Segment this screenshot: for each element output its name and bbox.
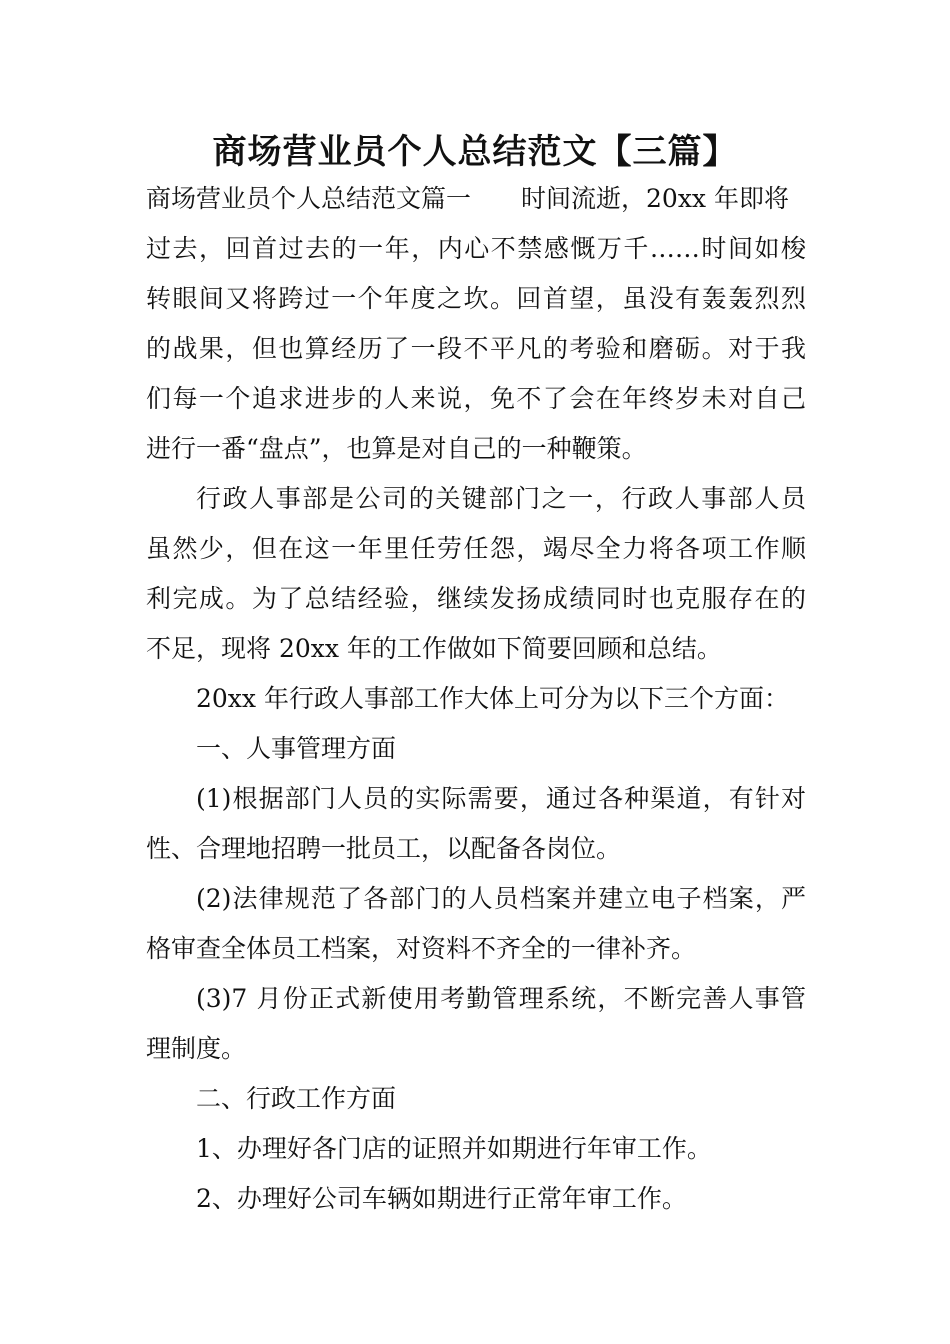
paragraph-line: 20xx 年行政人事部工作大体上可分为以下三个方面： xyxy=(196,684,789,713)
list-item: (2)法律规范了各部门的人员档案并建立电子档案，严 xyxy=(196,884,806,913)
paragraph-line: 不足，现将 20xx 年的工作做如下简要回顾和总结。 xyxy=(146,634,722,663)
list-item: (1)根据部门人员的实际需要，通过各种渠道，有针对 xyxy=(196,784,806,813)
section-heading: 一、人事管理方面 xyxy=(196,734,397,763)
document-title: 商场营业员个人总结范文【三篇】 xyxy=(212,132,738,172)
list-item: (3)7 月份正式新使用考勤管理系统，不断完善人事管 xyxy=(196,984,806,1013)
paragraph-line: 转眼间又将跨过一个年度之坎。回首望，虽没有轰轰烈烈 xyxy=(146,284,806,313)
paragraph-line: 的战果，但也算经历了一段不平凡的考验和磨砺。对于我 xyxy=(146,334,806,363)
paragraph-line xyxy=(146,181,806,217)
list-item: 性、合理地招聘一批员工，以配备各岗位。 xyxy=(146,834,622,863)
paragraph-line: 利完成。为了总结经验，继续发扬成绩同时也克服存在的 xyxy=(146,584,806,613)
section-heading: 商场营业员个人总结范文篇一 xyxy=(146,184,472,213)
list-item: 2、办理好公司车辆如期进行正常年审工作。 xyxy=(196,1184,687,1213)
paragraph-line: 虽然少，但在这一年里任劳任怨，竭尽全力将各项工作顺 xyxy=(146,534,806,563)
list-item: 1、办理好各门店的证照并如期进行年审工作。 xyxy=(196,1134,712,1163)
list-item: 理制度。 xyxy=(146,1034,247,1063)
paragraph-text: 时间流逝，20xx 年即将 xyxy=(521,184,789,213)
paragraph-line: 进行一番“盘点”，也算是对自己的一种鞭策。 xyxy=(146,434,647,463)
section-heading: 二、行政工作方面 xyxy=(196,1084,397,1113)
paragraph-line: 过去，回首过去的一年，内心不禁感慨万千……时间如梭 xyxy=(146,234,806,263)
paragraph-line: 们每一个追求进步的人来说，免不了会在年终岁未对自己 xyxy=(146,384,806,413)
paragraph-line: 行政人事部是公司的关键部门之一，行政人事部人员 xyxy=(196,484,806,513)
list-item: 格审查全体员工档案，对资料不齐全的一律补齐。 xyxy=(146,934,697,963)
